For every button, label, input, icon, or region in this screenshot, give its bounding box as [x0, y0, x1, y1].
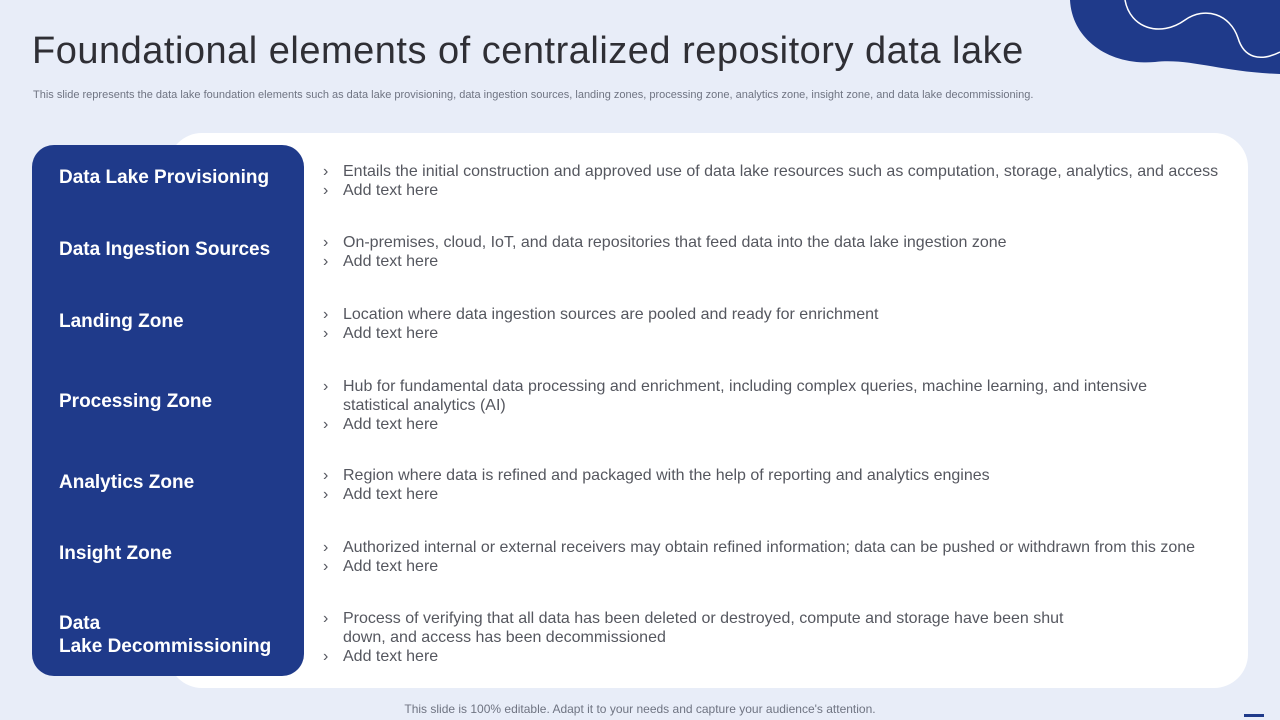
label-analytics-zone: Analytics Zone [59, 472, 195, 493]
description-processing-zone [323, 377, 1153, 434]
label-data-lake-provisioning: Data Lake Provisioning [59, 167, 270, 188]
list-item: › Add text here [323, 182, 439, 199]
label-data-ingestion-sources: Data Ingestion Sources [59, 239, 271, 260]
chevron-right-icon: › [323, 163, 329, 180]
chevron-right-icon: › [323, 610, 329, 627]
description-analytics-zone [323, 466, 1228, 504]
chevron-right-icon: › [323, 648, 329, 665]
chevron-right-icon: › [323, 253, 329, 270]
slide-marker [1244, 714, 1264, 717]
list-item: › Entails the initial construction and approved use of data lake resources such as computation, storage, analytics, and access [323, 163, 1219, 180]
label-landing-zone: Landing Zone [59, 311, 184, 332]
description-landing-zone [323, 305, 1228, 343]
label-insight-zone: Insight Zone [59, 543, 172, 564]
list-item: › Add text here [323, 325, 439, 342]
list-item: › Add text here [323, 648, 439, 665]
description-data-ingestion-sources [323, 233, 1228, 271]
chevron-right-icon: › [323, 378, 329, 395]
list-item: › Region where data is refined and packaged with the help of reporting and analytics engines [323, 467, 990, 484]
list-item: › Process of verifying that all data has been deleted or destroyed, compute and storage have been shut down, and access has been decommissioned [323, 610, 1064, 646]
label-data-lake-decommissioning: Data Lake Decommissioning [59, 613, 272, 657]
description-data-lake-provisioning [323, 162, 1228, 200]
chevron-right-icon: › [323, 234, 329, 251]
page-title: Foundational elements of centralized repository data lake [32, 30, 1024, 72]
list-item: › Add text here [323, 558, 439, 575]
chevron-right-icon: › [323, 539, 329, 556]
list-item: › On-premises, cloud, IoT, and data repositories that feed data into the data lake ingestion zone [323, 234, 1007, 251]
chevron-right-icon: › [323, 325, 329, 342]
list-item: › Location where data ingestion sources are pooled and ready for enrichment [323, 306, 879, 323]
list-item: › Add text here [323, 253, 439, 270]
description-insight-zone [323, 538, 1228, 576]
page-subtitle: This slide represents the data lake foundation elements such as data lake provisioning, data ingestion sources, landing zones, processing zone, analytics zone, insight zone, and data lake decommissioning. [33, 89, 1034, 101]
chevron-right-icon: › [323, 182, 329, 199]
chevron-right-icon: › [323, 486, 329, 503]
chevron-right-icon: › [323, 467, 329, 484]
list-item: › Hub for fundamental data processing and enrichment, including complex queries, machine learning, and intensive statistical analytics (AI) [323, 378, 1148, 414]
list-item: › Add text here [323, 486, 439, 503]
footer-note: This slide is 100% editable. Adapt it to your needs and capture your audience's attention. [404, 702, 876, 716]
description-data-lake-decommissioning [323, 609, 1083, 666]
chevron-right-icon: › [323, 306, 329, 323]
chevron-right-icon: › [323, 558, 329, 575]
chevron-right-icon: › [323, 416, 329, 433]
label-processing-zone: Processing Zone [59, 391, 213, 412]
zone-label-column [32, 145, 304, 676]
list-item: › Add text here [323, 416, 439, 433]
decorative-wave-shape [1070, 0, 1280, 80]
list-item: › Authorized internal or external receivers may obtain refined information; data can be pushed or withdrawn from this zone [323, 539, 1196, 556]
